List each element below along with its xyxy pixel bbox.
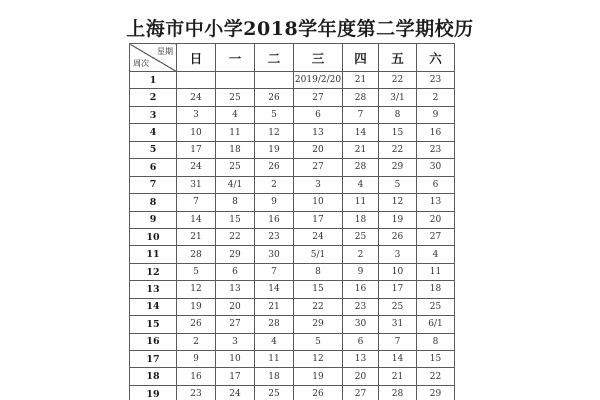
date-cell: 25 xyxy=(343,228,379,245)
date-cell: 26 xyxy=(255,89,294,106)
date-cell: 4 xyxy=(255,333,294,350)
date-cell: 25 xyxy=(216,159,255,176)
date-cell: 9 xyxy=(255,194,294,211)
date-cell: 24 xyxy=(294,228,343,245)
date-cell: 2 xyxy=(417,89,455,106)
date-cell: 21 xyxy=(343,72,379,89)
date-cell: 11 xyxy=(255,351,294,368)
date-cell: 7 xyxy=(343,106,379,123)
table-row xyxy=(130,316,455,333)
corner-header-cell xyxy=(130,44,177,72)
school-calendar-table xyxy=(129,43,455,400)
date-cell: 3 xyxy=(216,333,255,350)
date-cell: 24 xyxy=(177,159,216,176)
date-cell: 17 xyxy=(294,211,343,228)
date-cell: 11 xyxy=(417,263,455,280)
table-row xyxy=(130,263,455,280)
date-cell: 7 xyxy=(379,333,417,350)
date-cell: 30 xyxy=(417,159,455,176)
day-header-tue: 二 xyxy=(255,44,294,72)
date-cell: 7 xyxy=(255,263,294,280)
week-number-cell: 7 xyxy=(130,176,177,193)
date-cell: 18 xyxy=(216,141,255,158)
day-header-sun: 日 xyxy=(177,44,216,72)
date-cell: 27 xyxy=(216,316,255,333)
table-row xyxy=(130,194,455,211)
date-cell: 6/1 xyxy=(417,316,455,333)
date-cell: 4/1 xyxy=(216,176,255,193)
week-number-cell: 8 xyxy=(130,194,177,211)
date-cell: 25 xyxy=(379,298,417,315)
date-cell xyxy=(255,72,294,89)
date-cell: 8 xyxy=(216,194,255,211)
date-cell: 7 xyxy=(177,194,216,211)
corner-week-label: 周次 xyxy=(133,59,149,68)
week-number-cell: 3 xyxy=(130,106,177,123)
date-cell: 3/1 xyxy=(379,89,417,106)
date-cell: 26 xyxy=(177,316,216,333)
date-cell: 19 xyxy=(255,141,294,158)
date-cell: 9 xyxy=(177,351,216,368)
date-cell: 9 xyxy=(417,106,455,123)
calendar-body xyxy=(130,72,455,400)
date-cell: 29 xyxy=(216,246,255,263)
date-cell: 5/1 xyxy=(294,246,343,263)
date-cell: 10 xyxy=(294,194,343,211)
date-cell: 14 xyxy=(177,211,216,228)
date-cell: 15 xyxy=(216,211,255,228)
date-cell: 22 xyxy=(294,298,343,315)
day-header-wed: 三 xyxy=(294,44,343,72)
date-cell: 5 xyxy=(294,333,343,350)
date-cell: 23 xyxy=(417,141,455,158)
week-number-cell: 13 xyxy=(130,281,177,298)
date-cell: 15 xyxy=(417,351,455,368)
date-cell: 22 xyxy=(417,368,455,385)
date-cell: 25 xyxy=(417,298,455,315)
date-cell: 11 xyxy=(343,194,379,211)
table-row xyxy=(130,141,455,158)
date-cell: 22 xyxy=(216,228,255,245)
date-cell: 3 xyxy=(379,246,417,263)
date-cell: 6 xyxy=(216,263,255,280)
date-cell: 2 xyxy=(177,333,216,350)
date-cell: 14 xyxy=(379,351,417,368)
table-row xyxy=(130,72,455,89)
table-row xyxy=(130,159,455,176)
week-number-cell: 19 xyxy=(130,385,177,400)
day-header-fri: 五 xyxy=(379,44,417,72)
date-cell: 28 xyxy=(343,159,379,176)
date-cell: 26 xyxy=(294,385,343,400)
date-cell: 24 xyxy=(177,89,216,106)
date-cell: 28 xyxy=(343,89,379,106)
date-cell: 13 xyxy=(343,351,379,368)
date-cell: 24 xyxy=(216,385,255,400)
date-cell: 5 xyxy=(379,176,417,193)
date-cell: 21 xyxy=(255,298,294,315)
week-number-cell: 6 xyxy=(130,159,177,176)
date-cell: 13 xyxy=(294,124,343,141)
week-number-cell: 4 xyxy=(130,124,177,141)
table-row xyxy=(130,246,455,263)
week-number-cell: 17 xyxy=(130,351,177,368)
date-cell: 19 xyxy=(294,368,343,385)
date-cell xyxy=(216,72,255,89)
date-cell: 28 xyxy=(379,385,417,400)
date-cell: 18 xyxy=(343,211,379,228)
date-cell: 28 xyxy=(255,316,294,333)
date-cell: 31 xyxy=(379,316,417,333)
date-cell: 12 xyxy=(177,281,216,298)
date-cell: 4 xyxy=(343,176,379,193)
date-cell: 18 xyxy=(255,368,294,385)
date-cell: 16 xyxy=(177,368,216,385)
corner-weekday-label: 星期 xyxy=(157,47,173,56)
date-cell xyxy=(177,72,216,89)
date-cell: 27 xyxy=(294,89,343,106)
date-cell: 6 xyxy=(343,333,379,350)
date-cell: 29 xyxy=(379,159,417,176)
date-cell: 15 xyxy=(294,281,343,298)
table-row xyxy=(130,106,455,123)
date-cell: 23 xyxy=(417,72,455,89)
date-cell: 12 xyxy=(294,351,343,368)
date-cell: 19 xyxy=(379,211,417,228)
week-number-cell: 1 xyxy=(130,72,177,89)
table-row xyxy=(130,281,455,298)
date-cell: 3 xyxy=(177,106,216,123)
day-header-sat: 六 xyxy=(417,44,455,72)
date-cell: 28 xyxy=(177,246,216,263)
week-number-cell: 14 xyxy=(130,298,177,315)
table-row xyxy=(130,176,455,193)
date-cell: 8 xyxy=(417,333,455,350)
week-number-cell: 9 xyxy=(130,211,177,228)
date-cell: 29 xyxy=(417,385,455,400)
date-cell: 27 xyxy=(417,228,455,245)
date-cell: 14 xyxy=(255,281,294,298)
date-cell: 23 xyxy=(343,298,379,315)
date-cell: 20 xyxy=(417,211,455,228)
date-cell: 5 xyxy=(177,263,216,280)
date-cell: 12 xyxy=(379,194,417,211)
table-row xyxy=(130,211,455,228)
date-cell: 5 xyxy=(255,106,294,123)
date-cell: 17 xyxy=(216,368,255,385)
date-cell: 2 xyxy=(255,176,294,193)
week-number-cell: 10 xyxy=(130,228,177,245)
date-cell: 30 xyxy=(255,246,294,263)
table-row xyxy=(130,228,455,245)
date-cell: 13 xyxy=(417,194,455,211)
date-cell: 20 xyxy=(294,141,343,158)
date-cell: 20 xyxy=(216,298,255,315)
date-cell: 25 xyxy=(216,89,255,106)
date-cell: 14 xyxy=(343,124,379,141)
date-cell: 26 xyxy=(255,159,294,176)
table-row xyxy=(130,368,455,385)
date-cell: 13 xyxy=(216,281,255,298)
date-cell: 23 xyxy=(255,228,294,245)
date-cell: 12 xyxy=(255,124,294,141)
date-cell: 17 xyxy=(177,141,216,158)
date-cell: 8 xyxy=(379,106,417,123)
date-cell: 11 xyxy=(216,124,255,141)
date-cell: 2019/2/20 xyxy=(294,72,343,89)
date-cell: 6 xyxy=(417,176,455,193)
date-cell: 10 xyxy=(216,351,255,368)
table-row xyxy=(130,124,455,141)
date-cell: 31 xyxy=(177,176,216,193)
date-cell: 19 xyxy=(177,298,216,315)
date-cell: 6 xyxy=(294,106,343,123)
week-number-cell: 16 xyxy=(130,333,177,350)
day-header-mon: 一 xyxy=(216,44,255,72)
table-row xyxy=(130,351,455,368)
table-row xyxy=(130,298,455,315)
week-number-cell: 5 xyxy=(130,141,177,158)
date-cell: 16 xyxy=(255,211,294,228)
date-cell: 22 xyxy=(379,72,417,89)
date-cell: 8 xyxy=(294,263,343,280)
date-cell: 21 xyxy=(379,368,417,385)
date-cell: 4 xyxy=(417,246,455,263)
week-number-cell: 18 xyxy=(130,368,177,385)
page-title: 上海市中小学2018学年度第二学期校历 xyxy=(126,18,474,40)
date-cell: 16 xyxy=(343,281,379,298)
date-cell: 10 xyxy=(379,263,417,280)
date-cell: 27 xyxy=(294,159,343,176)
week-number-cell: 11 xyxy=(130,246,177,263)
date-cell: 20 xyxy=(343,368,379,385)
week-number-cell: 15 xyxy=(130,316,177,333)
date-cell: 26 xyxy=(379,228,417,245)
date-cell: 4 xyxy=(216,106,255,123)
date-cell: 22 xyxy=(379,141,417,158)
date-cell: 17 xyxy=(379,281,417,298)
date-cell: 27 xyxy=(343,385,379,400)
table-row xyxy=(130,385,455,400)
date-cell: 10 xyxy=(177,124,216,141)
date-cell: 3 xyxy=(294,176,343,193)
date-cell: 9 xyxy=(343,263,379,280)
date-cell: 2 xyxy=(343,246,379,263)
date-cell: 21 xyxy=(343,141,379,158)
date-cell: 25 xyxy=(255,385,294,400)
date-cell: 30 xyxy=(343,316,379,333)
table-row xyxy=(130,89,455,106)
date-cell: 16 xyxy=(417,124,455,141)
day-header-thu: 四 xyxy=(343,44,379,72)
date-cell: 29 xyxy=(294,316,343,333)
table-row xyxy=(130,333,455,350)
week-number-cell: 2 xyxy=(130,89,177,106)
date-cell: 21 xyxy=(177,228,216,245)
date-cell: 15 xyxy=(379,124,417,141)
date-cell: 18 xyxy=(417,281,455,298)
header-row xyxy=(130,44,455,72)
date-cell: 23 xyxy=(177,385,216,400)
week-number-cell: 12 xyxy=(130,263,177,280)
